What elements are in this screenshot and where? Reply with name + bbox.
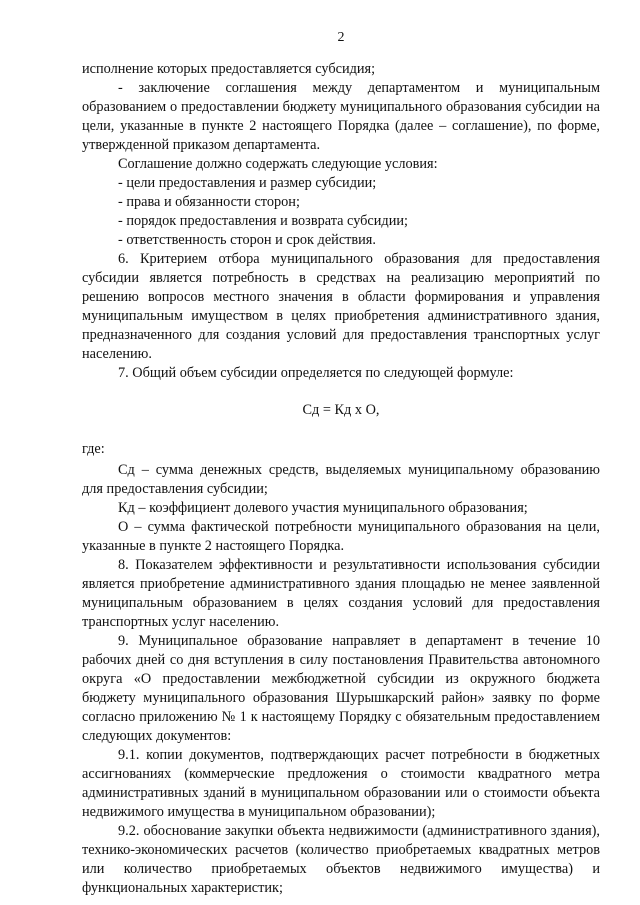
paragraph: 8. Показателем эффективности и результативности использования субсидии является приобретение административного здания площадью не менее заявленной муниципальным образованием в целях создания условий для предоставления транспортных услуг населению. bbox=[82, 557, 600, 630]
paragraph: 7. Общий объем субсидии определяется по следующей формуле: bbox=[118, 365, 514, 381]
paragraph: - заключение соглашения между департаментом и муниципальным образованием о предоставлении бюджету муниципального образования субсидии на цели, указанные в пункте 2 настоящего Порядка (далее – соглашение), по форме, утвержденной приказом департамента. bbox=[82, 80, 600, 153]
list-item: - ответственность сторон и срок действия. bbox=[118, 232, 376, 248]
paragraph: исполнение которых предоставляется субсидия; bbox=[82, 61, 376, 77]
paragraph: где: bbox=[82, 441, 105, 457]
paragraph: 6. Критерием отбора муниципального образования для предоставления субсидии является потребность в средствах на реализацию мероприятий по решению вопросов местного значения в области формирования и управления муниципальным имуществом в целях приобретения административного здания, предназначенного для создания условий для предоставления транспортных услуг населению. bbox=[82, 251, 600, 362]
paragraph: Соглашение должно содержать следующие условия: bbox=[118, 156, 438, 172]
list-item: - права и обязанности сторон; bbox=[118, 194, 300, 210]
definition: О – сумма фактической потребности муниципального образования на цели, указанные в пункте 2 настоящего Порядка. bbox=[82, 519, 600, 554]
document-body bbox=[82, 60, 600, 898]
page-number: 2 bbox=[337, 30, 345, 45]
definition: Сд – сумма денежных средств, выделяемых муниципальному образованию для предоставления субсидии; bbox=[82, 462, 600, 497]
paragraph: 9.2. обоснование закупки объекта недвижимости (административного здания), технико-экономических расчетов (количество приобретаемых квадратных метров или количество приобретаемых объектов недвижимого имущества) и функциональных характеристик; bbox=[82, 823, 600, 896]
list-item: - порядок предоставления и возврата субсидии; bbox=[118, 213, 408, 229]
paragraph: 9. Муниципальное образование направляет в департамент в течение 10 рабочих дней со дня вступления в силу постановления Правительства автономного округа «О предоставлении межбюджетной субсидии из окружного бюджета бюджету муниципального образования Шурышкарский район» заявку по форме согласно приложению № 1 к настоящему Порядку с обязательным предоставлением следующих документов: bbox=[82, 633, 600, 744]
formula: Сд = Кд х О, bbox=[302, 402, 380, 418]
list-item: - цели предоставления и размер субсидии; bbox=[118, 175, 377, 191]
definition: Кд – коэффициент долевого участия муниципального образования; bbox=[118, 500, 528, 516]
paragraph: 9.1. копии документов, подтверждающих расчет потребности в бюджетных ассигнованиях (коммерческие предложения о стоимости квадратного метра административных зданий в муниципальном образовании или о стоимости объекта недвижимого имущества в муниципальном образовании); bbox=[82, 747, 600, 820]
